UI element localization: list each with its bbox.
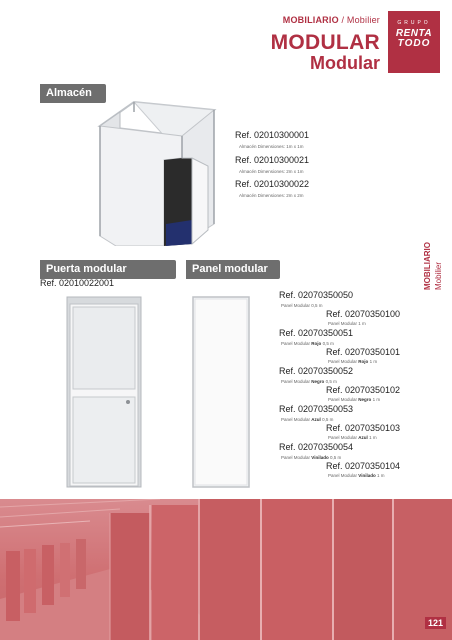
side-label-main: MOBILIARIO [423,242,432,290]
panel-ref-4: Ref. 02070350101 [326,347,401,357]
header-separator: / [338,15,347,25]
puerta-image [66,296,142,488]
almacen-ref-1: Ref. 02010300001 [235,130,310,140]
page-number: 121 [425,617,446,629]
almacen-desc-1: Almacén Dimensiones: 1m x 1m [239,144,304,149]
panel-desc-3: Panel Modular Rojo 0,5 m [281,341,334,346]
header-category-main: MOBILIARIO [282,15,339,25]
panel-ref-6: Ref. 02070350102 [326,385,401,395]
panel-ref-2: Ref. 02070350100 [326,309,401,319]
header-category [283,15,380,25]
page-title: MODULAR [270,31,380,54]
almacen-desc-2: Almacén Dimensiones: 2m x 1m [239,169,304,174]
exhibition-photo-drawing [0,499,452,640]
panel-desc-5: Panel Modular Negro 0,5 m [281,379,337,384]
logo-line-grupo: GRUPO [397,20,431,26]
panel-ref-8: Ref. 02070350103 [326,423,401,433]
header-category-sub: Mobilier [346,15,380,25]
panel-desc-1: Panel Modular 0,5 m [281,303,323,308]
panel-desc-6: Panel Modular Negro 1 m [328,397,381,402]
brand-logo [388,11,440,73]
almacen-ref-2: Ref. 02010300021 [235,155,310,165]
section-tag-almacen: Almacén [40,84,106,103]
panel-ref-7: Ref. 02070350053 [279,404,354,414]
panel-ref-10: Ref. 02070350104 [326,461,401,471]
panel-ref-5: Ref. 02070350052 [279,366,354,376]
panel-image [192,296,250,488]
logo-line-renta: RENTA [395,28,433,39]
panel-desc-9: Panel Modular Vinilado 0,5 m [281,455,342,460]
almacen-desc-3: Almacén Dimensiones: 2m x 2m [239,193,304,198]
panel-desc-4: Panel Modular Rojo 1 m [328,359,378,364]
panel-ref-3: Ref. 02070350051 [279,328,354,338]
panel-desc-7: Panel Modular Azul 0,5 m [281,417,334,422]
panel-ref-1: Ref. 02070350050 [279,290,354,300]
panel-ref-9: Ref. 02070350054 [279,442,354,452]
side-category-label [422,230,446,290]
logo-line-todo: TODO [397,38,431,49]
panel-desc-10: Panel Modular Vinilado 1 m [328,473,385,478]
section-tag-puerta: Puerta modular [40,260,176,279]
exhibition-photo [0,499,452,640]
side-label-sub: Mobilier [434,261,443,290]
panel-desc-2: Panel Modular 1 m [328,321,366,326]
almacen-image [86,96,224,246]
section-tag-panel: Panel modular [186,260,280,279]
page-subtitle: Modular [310,53,380,73]
puerta-ref: Ref. 02010022001 [40,278,115,288]
panel-desc-8: Panel Modular Azul 1 m [328,435,377,440]
almacen-ref-3: Ref. 02010300022 [235,179,310,189]
